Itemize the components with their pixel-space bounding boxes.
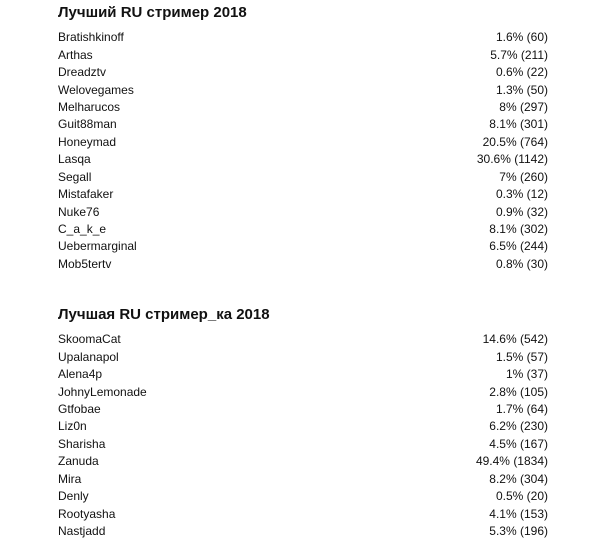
option-name: Gtfobae bbox=[58, 401, 101, 416]
poll-row bbox=[58, 81, 548, 98]
poll-row bbox=[58, 348, 548, 365]
option-result: 4.1% (153) bbox=[489, 506, 548, 521]
poll-row bbox=[58, 186, 548, 203]
poll-row bbox=[58, 401, 548, 418]
option-name: Alena4p bbox=[58, 367, 103, 382]
poll-row bbox=[58, 116, 548, 133]
poll-rows bbox=[58, 331, 548, 540]
option-name: Uebermarginal bbox=[58, 239, 137, 254]
poll-row bbox=[58, 436, 548, 453]
option-name: Lasqa bbox=[58, 152, 91, 167]
poll-row bbox=[58, 256, 548, 273]
option-name: Denly bbox=[58, 489, 89, 504]
poll-row bbox=[58, 29, 548, 46]
option-result: 30.6% (1142) bbox=[476, 152, 548, 167]
option-name: Arthas bbox=[58, 47, 93, 62]
option-result: 0.9% (32) bbox=[495, 204, 548, 219]
option-name: Dreadztv bbox=[58, 65, 107, 80]
option-name: Welovegames bbox=[58, 82, 134, 97]
option-name: Honeymad bbox=[58, 134, 117, 149]
poll-row bbox=[58, 134, 548, 151]
option-result: 8% (297) bbox=[499, 99, 548, 114]
option-result: 8.2% (304) bbox=[489, 471, 548, 486]
option-name: Mistafaker bbox=[58, 187, 114, 202]
option-result: 6.2% (230) bbox=[489, 419, 548, 434]
option-name: C_a_k_e bbox=[58, 222, 107, 237]
poll-row bbox=[58, 505, 548, 522]
option-name: Sharisha bbox=[58, 436, 106, 451]
option-result: 49.4% (1834) bbox=[475, 454, 548, 469]
option-name: Melharucos bbox=[58, 99, 121, 114]
option-result: 1.6% (60) bbox=[495, 30, 548, 45]
option-result: 8.1% (302) bbox=[489, 222, 548, 237]
option-result: 1% (37) bbox=[505, 367, 548, 382]
option-name: Rootyasha bbox=[58, 506, 116, 521]
option-result: 0.8% (30) bbox=[495, 256, 548, 271]
option-name: Mob5tertv bbox=[58, 256, 112, 271]
poll-row bbox=[58, 366, 548, 383]
poll-best-ru-streamer bbox=[58, 4, 548, 273]
option-result: 5.3% (196) bbox=[489, 524, 548, 539]
poll-row bbox=[58, 46, 548, 63]
poll-row bbox=[58, 221, 548, 238]
option-name: Guit88man bbox=[58, 117, 117, 132]
option-result: 8.1% (301) bbox=[489, 117, 548, 132]
poll-row bbox=[58, 151, 548, 168]
poll-row bbox=[58, 418, 548, 435]
option-result: 0.3% (12) bbox=[495, 187, 548, 202]
poll-title: Лучший RU стример 2018 bbox=[58, 4, 247, 21]
option-result: 0.6% (22) bbox=[495, 65, 548, 80]
option-result: 4.5% (167) bbox=[489, 436, 548, 451]
option-result: 6.5% (244) bbox=[489, 239, 548, 254]
option-name: Bratishkinoff bbox=[58, 30, 124, 45]
option-result: 5.7% (211) bbox=[490, 47, 548, 62]
poll-row bbox=[58, 471, 548, 488]
poll-row bbox=[58, 99, 548, 116]
poll-row bbox=[58, 331, 548, 348]
poll-row bbox=[58, 523, 548, 540]
option-name: Segall bbox=[58, 169, 92, 184]
option-name: Upalanapol bbox=[58, 349, 119, 364]
option-result: 1.3% (50) bbox=[495, 82, 548, 97]
poll-row bbox=[58, 383, 548, 400]
poll-row bbox=[58, 169, 548, 186]
option-result: 1.5% (57) bbox=[495, 349, 548, 364]
poll-row bbox=[58, 453, 548, 470]
option-result: 1.7% (64) bbox=[495, 401, 548, 416]
option-name: Nuke76 bbox=[58, 204, 100, 219]
option-name: Liz0n bbox=[58, 419, 87, 434]
option-result: 14.6% (542) bbox=[482, 332, 548, 347]
option-name: SkoomaCat bbox=[58, 332, 121, 347]
poll-row bbox=[58, 488, 548, 505]
option-result: 2.8% (105) bbox=[489, 384, 548, 399]
option-name: Nastjadd bbox=[58, 524, 106, 539]
option-result: 7% (260) bbox=[499, 169, 548, 184]
option-name: Zanuda bbox=[58, 454, 99, 469]
option-result: 20.5% (764) bbox=[482, 134, 548, 149]
poll-row bbox=[58, 203, 548, 220]
option-result: 0.5% (20) bbox=[495, 489, 548, 504]
poll-row bbox=[58, 238, 548, 255]
poll-rows bbox=[58, 29, 548, 273]
poll-title: Лучшая RU стример_ка 2018 bbox=[58, 306, 270, 323]
poll-row bbox=[58, 64, 548, 81]
option-name: Mira bbox=[58, 471, 82, 486]
poll-best-ru-female-streamer bbox=[58, 306, 548, 540]
option-name: JohnyLemonade bbox=[58, 384, 147, 399]
